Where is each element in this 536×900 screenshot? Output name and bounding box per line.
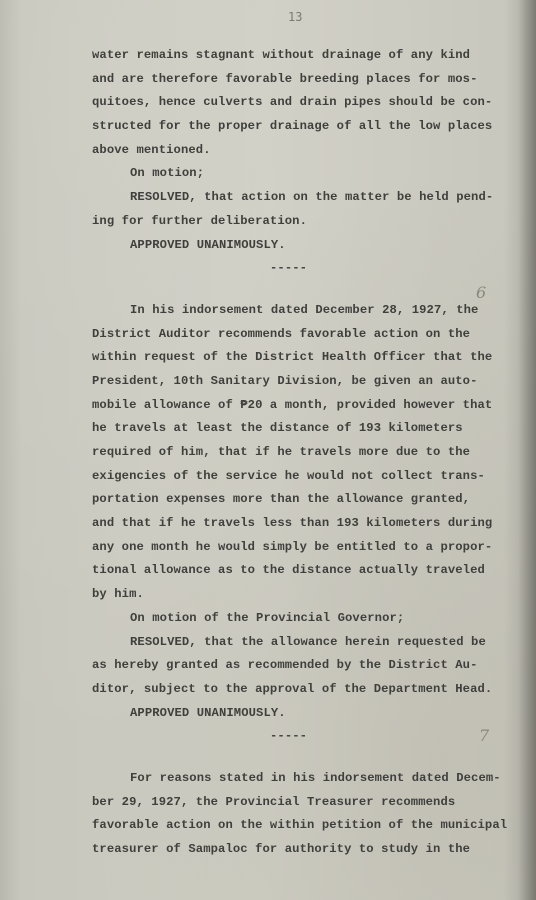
text-line: President, 10th Sanitary Division, be given an auto- (92, 373, 478, 388)
text-line: tional allowance as to the distance actually traveled (92, 563, 485, 578)
text-line: any one month he would simply be entitled to a propor- (92, 539, 493, 554)
text-line: quitoes, hence culverts and drain pipes should be con- (92, 95, 493, 110)
text-line: treasurer of Sampaloc for authority to study in the (92, 842, 471, 856)
text-line: portation expenses more than the allowance granted, (92, 492, 471, 507)
resolved-line: ing for further deliberation. (92, 213, 307, 228)
text-line: mobile allowance of ₱20 a month, provided however that (92, 397, 493, 412)
text-line: In his indorsement dated December 28, 1927, the (130, 302, 479, 317)
section-separator: ----- (270, 729, 308, 744)
spacer (92, 281, 502, 299)
resolved-line: as hereby granted as recommended by the District Au- (92, 658, 478, 673)
text-line: For reasons stated in his indorsement dated Decem- (130, 770, 501, 785)
section-separator: ----- (270, 261, 308, 276)
text-line: he travels at least the distance of 193 kilometers (92, 421, 463, 436)
text-line: exigencies of the service he would not collect trans- (92, 468, 485, 483)
motion-line: On motion of the Provincial Governor; (130, 610, 405, 625)
approved-line: APPROVED UNANIMOUSLY. (130, 237, 286, 252)
resolved-line: ditor, subject to the approval of the Department Head. (92, 681, 493, 696)
margin-note-7: 7 (479, 726, 490, 745)
text-line: District Auditor recommends favorable action on the (92, 326, 471, 341)
resolved-line: RESOLVED, that action on the matter be held pend- (130, 190, 494, 205)
text-line: by him. (92, 587, 144, 602)
text-line: water remains stagnant without drainage of any kind (92, 48, 471, 62)
text-line: structed for the proper drainage of all the low places (92, 119, 493, 134)
approved-line: APPROVED UNANIMOUSLY. (130, 705, 286, 720)
text-line: ber 29, 1927, the Provincial Treasurer recommends (92, 794, 456, 809)
text-line: within request of the District Health Officer that the (92, 350, 493, 365)
motion-line: On motion; (130, 166, 205, 181)
text-line: and are therefore favorable breeding places for mos- (92, 71, 478, 86)
text-line: and that if he travels less than 193 kilometers during (92, 516, 493, 531)
margin-note-6: 6 (476, 283, 487, 302)
page-number: 13 (288, 10, 303, 24)
text-line: above mentioned. (92, 142, 211, 157)
document-body (92, 44, 508, 862)
spacer (92, 749, 502, 767)
resolved-line: RESOLVED, that the allowance herein requested be (130, 634, 486, 649)
page-edge-shadow (518, 0, 536, 900)
text-line: required of him, that if he travels more due to the (92, 445, 471, 459)
text-line: favorable action on the within petition of the municipal (92, 818, 508, 833)
